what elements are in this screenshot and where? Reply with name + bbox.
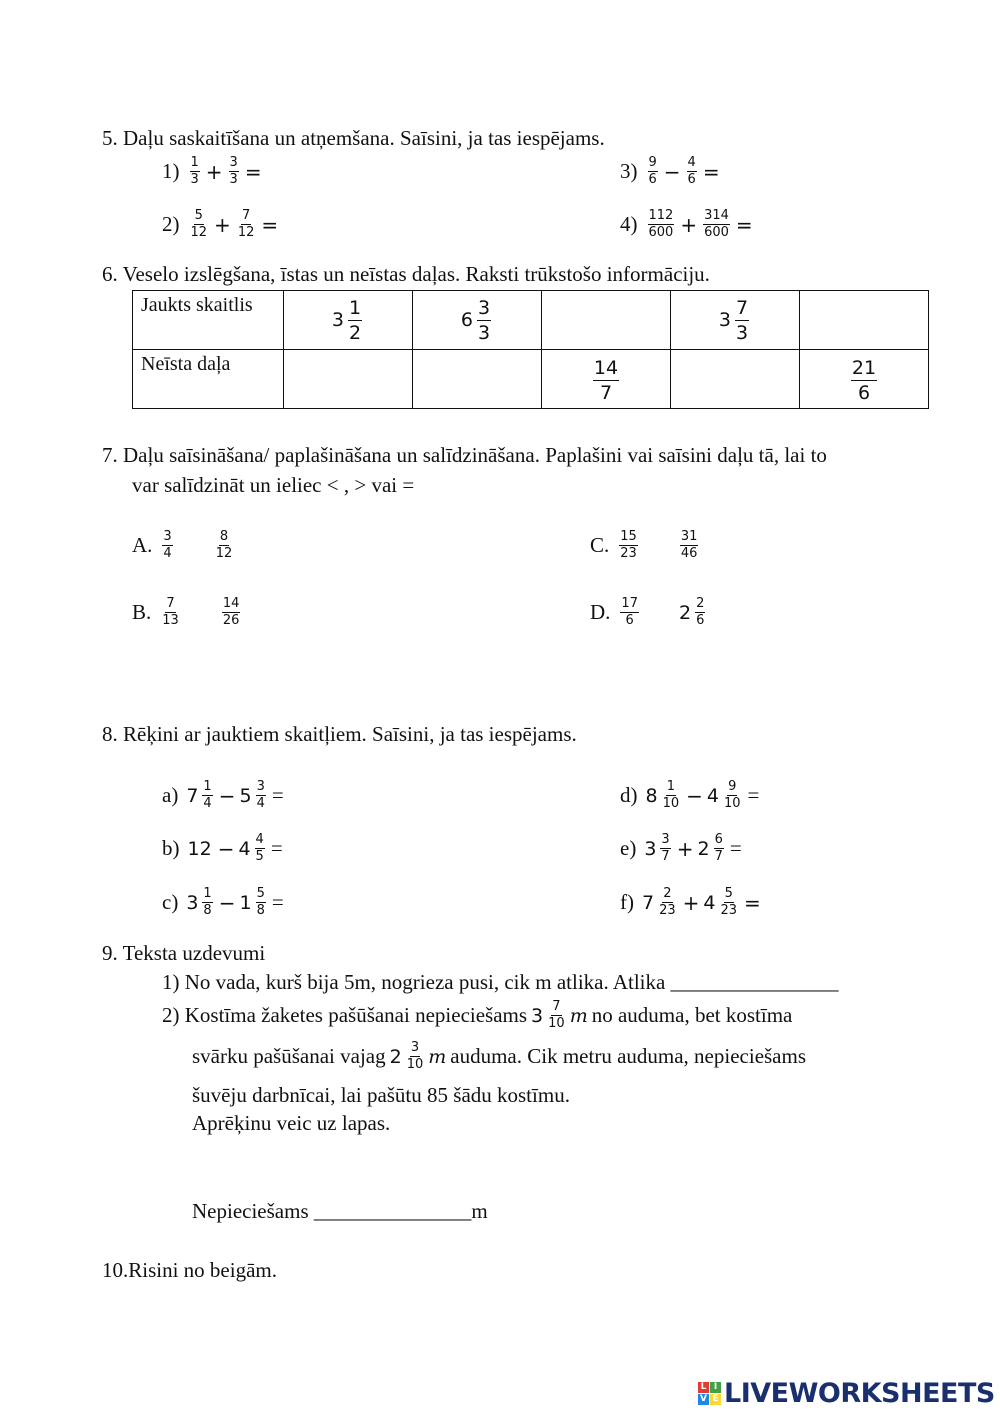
mixed-cell-2: 6 $\frac{3}{3}$ [413,291,542,350]
q8-item-f: f) 7 $\frac{2}{23}$ + 4 $\frac{5}{23}$ = [620,886,761,918]
liveworksheets-logo [698,1378,995,1409]
logo-mark-icon: L I V E [698,1382,721,1405]
equals: = [735,212,753,237]
table-row [133,291,929,350]
q5-title: 5. Daļu saskaitīšana un atņemšana. Saīsini, ja tas iespējams. [102,126,605,150]
fraction: $\frac{3}{3}$ [229,155,238,187]
improper-cell-1-empty[interactable] [284,350,413,409]
q5-item-3 [620,156,724,187]
improper-cell-2-empty[interactable] [413,350,542,409]
table-row [133,350,929,409]
operator: + [205,159,223,184]
fraction: $\frac{7}{12}$ [237,208,255,240]
q5-item-4 [620,209,757,240]
q5-item-1 [162,156,266,187]
q8-item-a: a) 7 $\frac{1}{4}$ − 5 $\frac{3}{4}$ = [162,779,284,811]
q8-item-e: e) 3 $\frac{3}{7}$ + 2 $\frac{6}{7}$ = [620,832,742,864]
q7-title-line1: 7. Daļu saīsināšana/ paplašināšana un salīdzināšana. Paplašini vai saīsini daļu tā, lai to [102,443,827,467]
q7-title-line2: var salīdzināt un ieliec < , > vai = [132,473,415,497]
q8-item-b: b) 12 − 4 $\frac{4}{5}$ = [162,832,283,864]
mixed-cell-4: 3 $\frac{7}{3}$ [671,291,800,350]
q7-item-B: B. $\frac{7}{13}$ $\frac{14}{26}$ [132,596,240,628]
mixed-cell-5-empty[interactable] [800,291,929,350]
q7-item-D: D. $\frac{17}{6}$ 2 $\frac{2}{6}$ [590,596,705,628]
q9-answer-line[interactable]: Nepieciešams _______________m [192,1199,488,1223]
q9-item-2-line1: 2) Kostīma žaketes pašūšanai nepieciešams 3 $\frac{7}{10}$ m no auduma, bet kostīma [162,999,793,1031]
operator: + [680,212,698,237]
improper-cell-3: $\frac{14}{7}$ [542,350,671,409]
q6-table [132,290,929,409]
operator: − [663,159,681,184]
q8-title: 8. Rēķini ar jauktiem skaitļiem. Saīsini, ja tas iespējams. [102,722,577,746]
fraction: $\frac{1}{3}$ [190,155,199,187]
fraction: $\frac{314}{600}$ [704,208,729,240]
item-label: 4) [620,212,638,236]
row-header-improper: Neīsta daļa [133,350,284,409]
fraction: $\frac{4}{6}$ [687,155,696,187]
improper-cell-4-empty[interactable] [671,350,800,409]
q7-item-A: A. $\frac{3}{4}$ $\frac{8}{12}$ [132,529,233,561]
equals: = [261,212,279,237]
improper-cell-5: $\frac{21}{6}$ [800,350,929,409]
q9-item-2-line4: Aprēķinu veic uz lapas. [192,1111,391,1135]
operator: + [214,212,231,237]
mixed-cell-3-empty[interactable] [542,291,671,350]
q5-item-2 [162,209,282,240]
q9-title: 9. Teksta uzdevumi [102,941,266,965]
item-label: 1) [162,159,180,183]
q9-item-1: 1) No vada, kurš bija 5m, nogrieza pusi, cik m atlika. Atlika ________________ [162,970,839,994]
q9-item-2-line3: šuvēju darbnīcai, lai pašūtu 85 šādu kostīmu. [192,1083,570,1107]
logo-text: LIVEWORKSHEETS [724,1378,995,1409]
row-header-mixed: Jaukts skaitlis [133,291,284,350]
q8-item-d: d) 8 $\frac{1}{10}$ − 4 $\frac{9}{10}$ = [620,779,760,811]
q6-title: 6. Veselo izslēgšana, īstas un neīstas daļas. Raksti trūkstošo informāciju. [102,262,710,286]
q9-item-2-line2: svārku pašūšanai vajag 2 $\frac{3}{10}$ m auduma. Cik metru auduma, nepieciešams [192,1040,807,1072]
q7-item-C: C. $\frac{15}{23}$ $\frac{31}{46}$ [590,529,698,561]
item-label: 3) [620,159,638,183]
q10-title: 10.Risini no beigām. [102,1258,277,1282]
fraction: $\frac{9}{6}$ [648,155,657,187]
equals: = [702,159,720,184]
equals: = [244,159,262,184]
item-label: 2) [162,212,180,236]
mixed-cell-1: 3 $\frac{1}{2}$ [284,291,413,350]
fraction: $\frac{112}{600}$ [648,208,674,240]
fraction: $\frac{5}{12}$ [190,208,208,240]
q8-item-c: c) 3 $\frac{1}{8}$ − 1 $\frac{5}{8}$ = [162,886,284,918]
